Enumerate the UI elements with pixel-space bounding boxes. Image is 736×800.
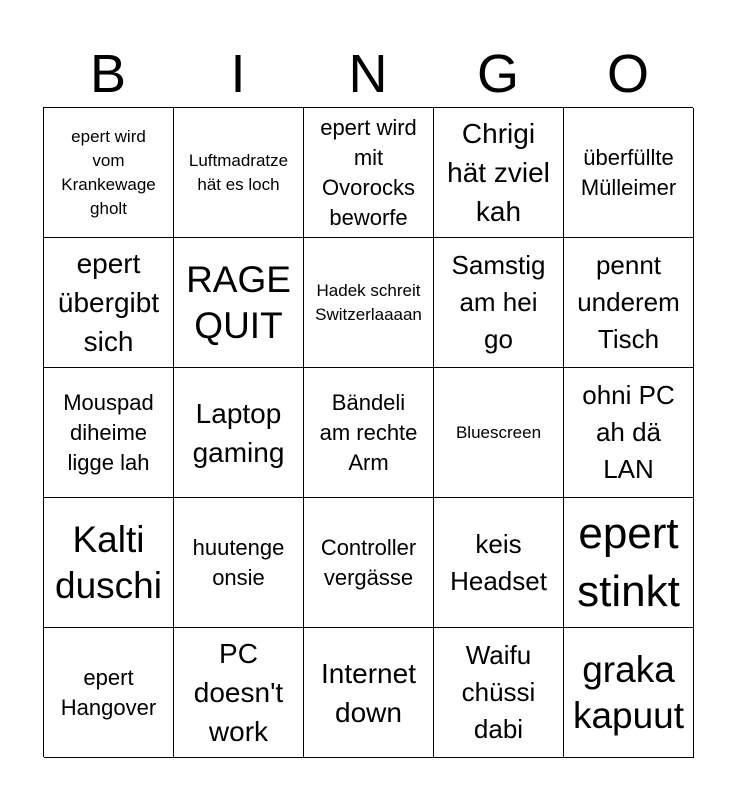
cell-text: Mouspad diheime ligge lah — [63, 389, 154, 475]
bingo-cell[interactable] — [174, 498, 304, 628]
bingo-cell[interactable] — [564, 498, 694, 628]
bingo-cell[interactable] — [564, 108, 694, 238]
bingo-cell[interactable] — [304, 108, 434, 238]
cell-text: Laptop gaming — [192, 397, 285, 468]
bingo-cell[interactable] — [564, 368, 694, 498]
cell-text: Samstig am hei go — [451, 250, 546, 354]
bingo-cell[interactable] — [434, 498, 564, 628]
cell-text: Bändeli am rechte Arm — [319, 389, 418, 475]
cell-text: Chrigi hät zviel kah — [447, 118, 550, 227]
header-letter-b: B — [89, 44, 127, 104]
cell-text: epert wird mit Ovorocks beworfe — [320, 114, 417, 230]
cell-text: ohni PC ah dä LAN — [582, 380, 675, 484]
cell-text: epert übergibt sich — [57, 248, 160, 357]
cell-text: Kalti duschi — [55, 518, 162, 606]
bingo-cell[interactable] — [44, 238, 174, 368]
bingo-cell[interactable] — [44, 108, 174, 238]
cell-text: keis Headset — [450, 528, 547, 596]
header-letter-i: I — [230, 44, 246, 104]
bingo-cell[interactable] — [174, 238, 304, 368]
bingo-cell[interactable] — [44, 498, 174, 628]
header-letter-o: O — [606, 44, 649, 104]
cell-text: Hadek schreit Switzerlaaaan — [315, 280, 422, 324]
cell-text: huutenge onsie — [192, 534, 285, 590]
cell-text: überfüllte Mülleimer — [580, 144, 677, 200]
bingo-header — [43, 42, 693, 106]
bingo-cell[interactable] — [434, 108, 564, 238]
cell-text: Controller vergässe — [320, 534, 417, 590]
header-letter-g: G — [476, 44, 519, 104]
cell-text: epert stinkt — [577, 508, 680, 616]
bingo-cell[interactable] — [44, 368, 174, 498]
cell-text: Internet down — [321, 657, 416, 728]
cell-text: PC doesn't work — [193, 638, 284, 747]
cell-text: epert Hangover — [60, 664, 157, 720]
cell-text: RAGE QUIT — [186, 258, 291, 346]
bingo-cell[interactable] — [304, 368, 434, 498]
bingo-cell[interactable] — [304, 628, 434, 758]
bingo-cell[interactable] — [174, 368, 304, 498]
cell-text: graka kapuut — [572, 648, 685, 736]
bingo-cell[interactable] — [434, 238, 564, 368]
bingo-cell[interactable] — [564, 238, 694, 368]
header-letter-n: N — [348, 44, 388, 104]
bingo-cell[interactable] — [304, 498, 434, 628]
bingo-cell[interactable] — [304, 238, 434, 368]
bingo-cell[interactable] — [174, 628, 304, 758]
cell-text: Bluescreen — [455, 422, 542, 442]
cell-text: Luftmadratze hät es loch — [188, 150, 289, 194]
cell-text: epert wird vom Krankewage gholt — [61, 126, 156, 218]
bingo-cell[interactable] — [434, 628, 564, 758]
cell-text: pennt underem Tisch — [577, 250, 680, 354]
bingo-board — [43, 107, 693, 757]
cell-text: Waifu chüssi dabi — [461, 640, 536, 744]
bingo-cell[interactable] — [44, 628, 174, 758]
bingo-cell[interactable] — [434, 368, 564, 498]
bingo-cell[interactable] — [174, 108, 304, 238]
bingo-cell[interactable] — [564, 628, 694, 758]
